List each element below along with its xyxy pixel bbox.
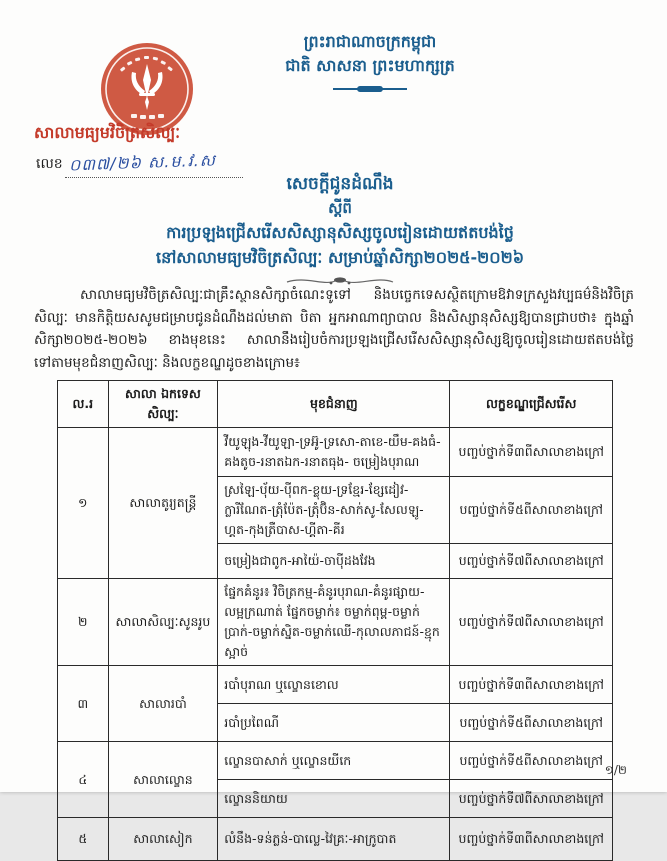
cell-school: សាលាសិល្បៈសូនរូប <box>108 579 218 666</box>
table-row <box>58 579 613 666</box>
table-row <box>58 818 613 861</box>
cell-no: ២ <box>58 579 109 666</box>
cell-condition: បញ្ចប់ថ្នាក់ទី៧ពីសាលាខាងក្រៅ <box>450 544 613 579</box>
header-school: សាលា ឯកទេសសិល្បៈ <box>108 381 218 428</box>
table-row <box>58 742 613 780</box>
header-major: មុខជំនាញ <box>218 381 450 428</box>
cell-major: វីយូឡុង-វីយូឡា-ទ្រអ៊ូ-ទ្រសោ-តាខេ-យឹម-គងធំ-គងតូច-រនាតឯក-រនាតធុង- ចម្រៀងបុរាណ <box>218 428 450 477</box>
cell-condition: បញ្ចប់ថ្នាក់ទី៥ពីសាលាខាងក្រៅ <box>450 704 613 742</box>
table-row <box>58 428 613 477</box>
cell-major: ផ្នែកគំនូរ៖ វិចិត្រកម្ម-គំនូរបុរាណ-គំនូរផ្សាយ-លម្អក្រណាត់ ផ្នែកចម្លាក់៖ ចម្លាក់ពុម្ព-ចម្លាក់ប្រាក់-ចម្លាក់ស្និត-ចម្លាក់ឈើ-កុលាលភាជន៍-ខ្មុកស្អាច់ <box>218 579 450 666</box>
cell-condition: បញ្ចប់ថ្នាក់ទី៥ពីសាលាខាងក្រៅ <box>450 477 613 544</box>
cell-school: សាលាតូរ្យតន្ត្រី <box>108 428 218 579</box>
title-line4: នៅសាលាមធ្យមវិចិត្រសិល្បៈ សម្រាប់ឆ្នាំសិក្សា២០២៥-២០២៦ <box>155 248 525 267</box>
issuing-school-name: សាលាមធ្យមវិចិត្រសិល្បៈ <box>34 123 181 142</box>
cell-condition: បញ្ចប់ថ្នាក់ទី៣ពីសាលាខាងក្រៅ <box>450 818 613 861</box>
cell-major: ល្ខោនបាសាក់ ឬល្ខោនយីកេ <box>218 742 450 780</box>
cell-major: ស្រឡៃ-ប៉័យ-ប៉ីពក-ខ្លុយ-ទ្រខ្មែរ-ខ្សែដៀវ-ក្លារីណែត-ត្រុំប៉ែត-ត្រុំប៊ិន-សាក់សូ-សែលឡូ-ហ្គត-កុងត្រឺបាស-ហ្គីតា-គីរ <box>218 477 450 544</box>
cell-no: ៥ <box>58 818 109 861</box>
kingdom-line1: ព្រះរាជាណាចក្រកម្ពុជា <box>303 32 437 51</box>
title-line2: ស្តីពី <box>328 199 352 217</box>
cell-major: របាំបុរាណ ឬល្ខោនខោល <box>218 666 450 704</box>
kingdom-header <box>250 30 490 92</box>
cell-condition: បញ្ចប់ថ្នាក់ទី៧ពីសាលាខាងក្រៅ <box>450 780 613 818</box>
majors-table <box>57 380 613 861</box>
cell-major: លំនឹង-ទន់ភ្លន់-បាល្លេ-វៃគ្រៈ-អាក្រូបាត <box>218 818 450 861</box>
table-row <box>58 666 613 704</box>
page-number: ១/២ <box>604 763 627 777</box>
announcement-title <box>60 172 620 288</box>
cell-major: ចម្រៀងជាពូក-អាយ៉ៃ-ចាប៉ីដងវែង <box>218 544 450 579</box>
cell-school: សាលាល្ខោន <box>108 742 218 818</box>
kingdom-line2: ជាតិ សាសនា ព្រះមហាក្សត្រ <box>285 56 455 75</box>
ref-label: លេខ <box>36 156 63 172</box>
table-header-row <box>58 381 613 428</box>
header-condition: លក្ខខណ្ឌជ្រើសរើស <box>450 381 613 428</box>
cell-condition: បញ្ចប់ថ្នាក់ទី៧ពីសាលាខាងក្រៅ <box>450 579 613 666</box>
cell-condition: បញ្ចប់ថ្នាក់ទី៣ពីសាលាខាងក្រៅ <box>450 428 613 477</box>
cell-no: ៣ <box>58 666 109 742</box>
ref-handwritten-number: ០៣៧/២៦ ស.ម.វ.ស <box>68 150 216 175</box>
cell-major: ល្ខោននិយាយ <box>218 780 450 818</box>
header-no: ល.រ <box>58 381 109 428</box>
cell-major: របាំប្រពៃណី <box>218 704 450 742</box>
title-line3: ការប្រឡងជ្រើសរើសសិស្សានុសិស្សចូលរៀនដោយឥតបង់ថ្លៃ <box>166 223 514 242</box>
cell-school: សាលារបាំ <box>108 666 218 742</box>
cell-condition: បញ្ចប់ថ្នាក់ទី៣ពីសាលាខាងក្រៅ <box>450 666 613 704</box>
announcement-body-paragraph: សាលាមធ្យមវិចិត្រសិល្បៈជាគ្រឹះស្ថានសិក្សាចំណេះទូទៅ និងបច្ចេកទេសស្ថិតក្រោមឱវាទក្រសួងវប្បធម៌និងវិចិត្រសិល្បៈ មានកិត្តិយសសូមជម្រាបជូនដំណឹងដល់មាតា បិតា អ្នកអាណាព្យាបាល និងសិស្សានុសិស្សឱ្យបានជ្រាបថា៖ ក្នុងឆ្នាំសិក្សា២០២៥-២០២៦ ខាងមុខនេះ សាលានឹងរៀបចំការប្រឡងជ្រើសរើសសិស្សានុសិស្សឱ្យចូលរៀនដោយឥតបង់ថ្លៃទៅតាមមុខជំនាញសិល្បៈ និងលក្ខខណ្ឌដូចខាងក្រោម៖ <box>34 287 634 371</box>
cell-school: សាលាសៀក <box>108 818 218 861</box>
cell-condition: បញ្ចប់ថ្នាក់ទី៥ពីសាលាខាងក្រៅ <box>450 742 613 780</box>
cell-no: ១ <box>58 428 109 579</box>
cell-no: ៤ <box>58 742 109 818</box>
header-divider <box>333 86 407 92</box>
title-line1: សេចក្តីជូនដំណឹង <box>286 174 394 194</box>
